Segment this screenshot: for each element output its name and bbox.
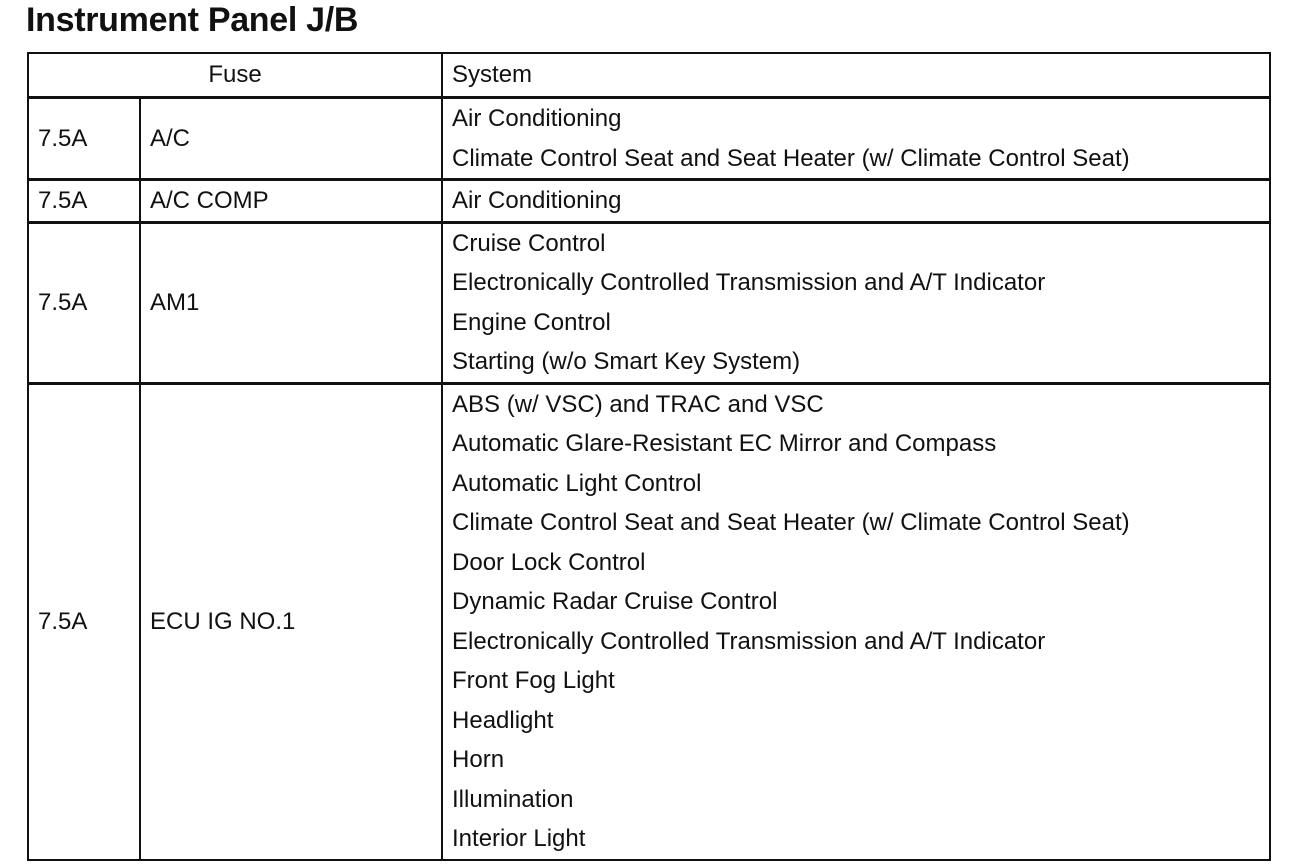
system-list: [442, 383, 1270, 860]
system-item: Front Fog Light: [452, 667, 615, 694]
system-item: Engine Control: [452, 308, 611, 336]
system-item: Electronically Controlled Transmission and A/T Indicator: [452, 627, 1046, 655]
fuse-amperage: 7.5A: [28, 383, 140, 860]
fuse-name: AM1: [140, 222, 442, 383]
fuse-column-header: Fuse: [28, 53, 442, 98]
fuse-name: ECU IG NO.1: [140, 383, 442, 860]
table-row: [28, 383, 1270, 860]
system-item: Automatic Light Control: [452, 469, 702, 497]
page-title: Instrument Panel J/B: [26, 1, 359, 39]
system-item: Cruise Control: [452, 229, 606, 257]
system-item: Electronically Controlled Transmission and A/T Indicator: [452, 269, 1046, 296]
table-row: [28, 222, 1270, 383]
table-row: [28, 98, 1270, 180]
system-item: Climate Control Seat and Seat Heater (w/ Climate Control Seat): [452, 509, 1130, 536]
fuse-name: A/C: [140, 98, 442, 180]
system-item: Air Conditioning: [452, 105, 622, 132]
system-list: [442, 98, 1270, 180]
fuse-name: A/C COMP: [140, 180, 442, 223]
system-item: Starting (w/o Smart Key System): [452, 348, 801, 375]
system-list: [442, 180, 1270, 223]
table-header-row: [28, 53, 1270, 98]
fuse-amperage: 7.5A: [28, 222, 140, 383]
fuse-table: [27, 52, 1271, 861]
system-item: Climate Control Seat and Seat Heater (w/ Climate Control Seat): [452, 144, 1130, 172]
fuse-amperage: 7.5A: [28, 98, 140, 180]
system-item: Automatic Glare-Resistant EC Mirror and Compass: [452, 430, 997, 457]
system-list: [442, 222, 1270, 383]
system-item: ABS (w/ VSC) and TRAC and VSC: [452, 390, 824, 418]
system-item: Dynamic Radar Cruise Control: [452, 588, 778, 615]
fuse-amperage: 7.5A: [28, 180, 140, 223]
system-item: Interior Light: [452, 825, 586, 852]
system-item: Headlight: [452, 706, 554, 734]
system-item: Door Lock Control: [452, 548, 646, 576]
system-column-header: System: [442, 53, 1270, 98]
table-row: [28, 180, 1270, 223]
system-item: Horn: [452, 746, 505, 773]
system-item: Air Conditioning: [452, 187, 622, 214]
system-item: Illumination: [452, 785, 574, 813]
